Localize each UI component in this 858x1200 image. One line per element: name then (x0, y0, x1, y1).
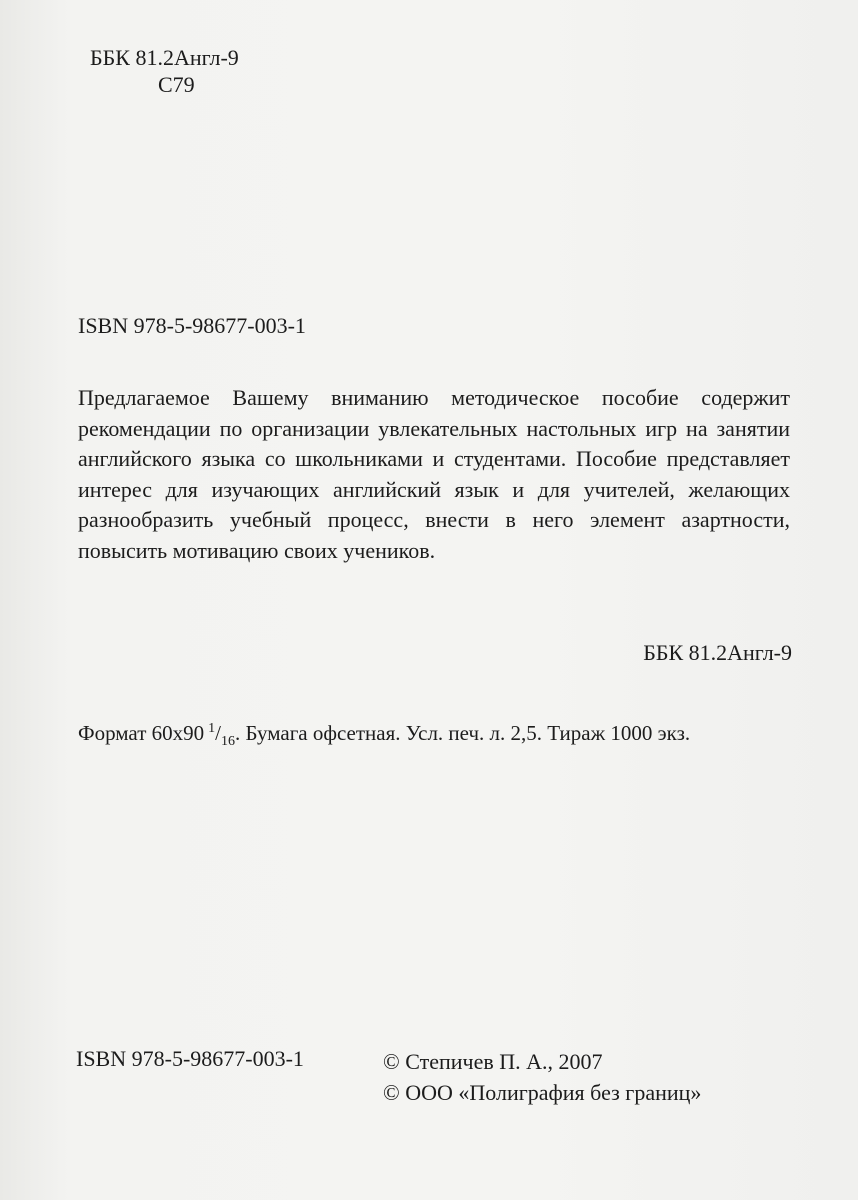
bbk-block (90, 44, 239, 98)
fraction-numerator: 1 (208, 721, 216, 736)
copyright-author: © Степичев П. А., 2007 (383, 1049, 603, 1074)
bbk-index-right: ББК 81.2Англ-9 (643, 640, 792, 665)
bbk-index: ББК 81.2Англ-9 (90, 45, 239, 70)
fraction-slash: / (215, 721, 221, 745)
isbn-top: ISBN 978-5-98677-003-1 (78, 313, 306, 338)
fraction-denominator: 16 (220, 734, 235, 750)
format-fraction (208, 721, 235, 750)
print-format-line (78, 721, 690, 750)
copyright-publisher: © ООО «Полиграфия без границ» (383, 1080, 702, 1105)
author-code: С79 (158, 72, 195, 97)
copyright-block (383, 1046, 701, 1108)
format-prefix: Формат 60x90 (78, 721, 205, 745)
abstract-text: Предлагаемое Вашему вниманию методическое пособие содержит рекомендации по организации увлекательных настольных игр на занятии английского языка со школьниками и студентами. Пособие представляет интерес для изучающих английский язык и для учителей, желающих разнообразить учебный процесс, внести в него элемент азартности, повысить мотивацию своих учеников. (78, 385, 790, 563)
format-suffix: . Бумага офсетная. Усл. печ. л. 2,5. Тираж 1000 экз. (234, 721, 691, 745)
isbn-bottom: ISBN 978-5-98677-003-1 (76, 1046, 304, 1071)
